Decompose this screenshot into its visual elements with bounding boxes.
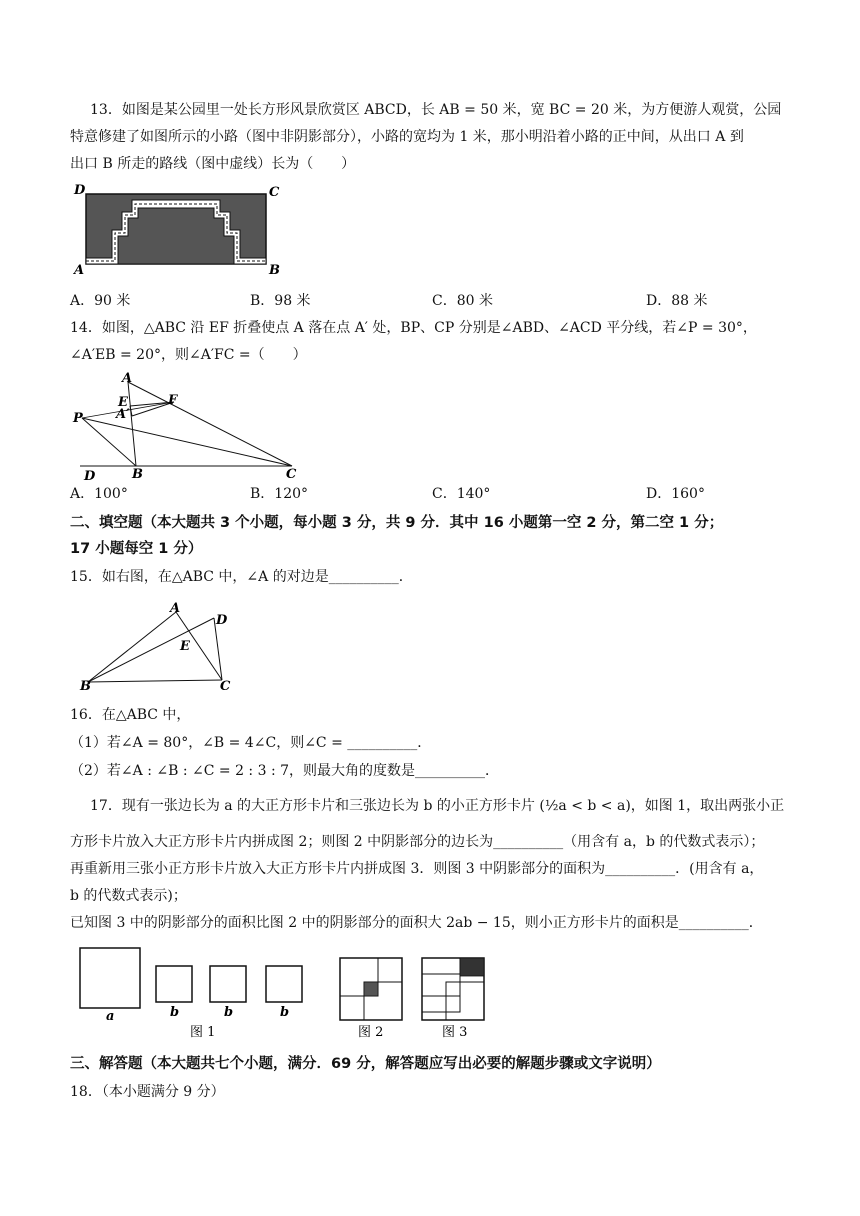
q15-text: 15．如右图，在△ABC 中，∠A 的对边是__________． [70,569,413,585]
q14-option-a[interactable]: A．100° [70,486,128,502]
fig3-shaded-area [460,958,484,976]
fig14-label-a: A [122,371,133,386]
small-square-card-3 [266,966,302,1002]
q15-figure [76,600,240,692]
q13-option-a[interactable]: A．90 米 [70,293,131,309]
fig2-shaded-overlap [364,982,378,996]
fig13-label-d: D [74,183,86,198]
q16-part2: （2）若∠A : ∠B : ∠C = 2 : 3 : 7，则最大角的度数是__________． [70,763,500,779]
q13-option-b[interactable]: B．98 米 [250,293,311,309]
q13-figure [70,182,280,282]
fig17-label-b3: b [280,1005,290,1020]
q14-option-b[interactable]: B．120° [250,486,309,502]
fig17-label-b1: b [170,1005,180,1020]
q17-line3: 再重新用三张小正方形卡片放入大正方形卡片内拼成图 3．则图 3 中阴影部分的面积为__________．(用含有 a， [70,861,764,877]
q13-option-c[interactable]: C．80 米 [432,293,493,309]
section2-heading-line1: 二、填空题（本大题共 3 个小题，每小题 3 分，共 9 分．其中 16 小题第一空 2 分，第二空 1 分； [70,515,724,531]
q17-line1: 17．现有一张边长为 a 的大正方形卡片和三张边长为 b 的小正方形卡片 (½a < b < a)，如图 1，取出两张小正 [90,798,785,814]
fig15-label-c: C [220,679,231,694]
fig17-caption-1: 图 1 [190,1025,216,1040]
fig14-label-a-prime: A′ [116,407,130,422]
fig15-label-d: D [216,613,228,628]
q17-line4: b 的代数式表示)； [70,888,187,904]
q14-option-d[interactable]: D．160° [646,486,705,502]
fig14-label-e: E [118,395,128,410]
fig17-label-a: a [106,1009,115,1024]
q13-line3: 出口 B 所走的路线（图中虚线）长为（ ） [70,156,356,172]
segment-bc [88,680,222,682]
small-square-card-2 [210,966,246,1002]
q13-line2: 特意修建了如图所示的小路（图中非阴影部分），小路的宽均为 1 米，那小明沿着小路的正中间，从出口 A 到 [70,129,744,145]
segment-bd [88,618,214,682]
q17-figure [70,944,500,1040]
fig15-label-e: E [180,639,190,654]
segment-ab [128,382,136,466]
fig14-label-b: B [132,467,143,482]
fig13-label-a: A [74,263,85,278]
fig14-label-f: F [168,393,178,408]
q17-line5: 已知图 3 中的阴影部分的面积比图 2 中的阴影部分的面积大 2ab − 15，则小正方形卡片的面积是__________． [70,915,763,931]
fig14-label-d: D [84,469,96,484]
section2-heading-line2: 17 小题每空 1 分） [70,541,203,557]
q14-line2: ∠A′EB = 20°，则∠A′FC =（ ） [70,347,307,363]
fig15-label-a: A [170,601,181,616]
q18-text: 18．（本小题满分 9 分） [70,1084,225,1100]
fig13-label-c: C [269,185,280,200]
q13-line1: 13．如图是某公园里一处长方形风景欣赏区 ABCD，长 AB = 50 米，宽 BC = 20 米，为方便游人观赏，公园 [90,102,782,118]
small-square-card-1 [156,966,192,1002]
q16-stem: 16．在△ABC 中， [70,707,191,723]
big-square-card [80,948,140,1008]
q14-figure [70,371,310,484]
fig14-label-c: C [286,467,297,482]
q14-option-c[interactable]: C．140° [432,486,491,502]
fig14-label-p: P [73,411,83,426]
fig13-label-b: B [269,263,280,278]
q14-line1: 14．如图，△ABC 沿 EF 折叠使点 A 落在点 A′ 处，BP、CP 分别是∠ABD、∠ACD 平分线，若∠P = 30°， [70,320,757,336]
section3-heading: 三、解答题（本大题共七个小题，满分．69 分，解答题应写出必要的解题步骤或文字说明） [70,1056,661,1072]
segment-ac [128,382,292,466]
q16-part1: （1）若∠A = 80°，∠B = 4∠C，则∠C = __________． [70,735,432,751]
segment-pc [82,418,292,466]
fig15-label-b: B [80,679,91,694]
q13-option-d[interactable]: D．88 米 [646,293,708,309]
segment-ba [88,612,176,682]
segment-pb [82,418,136,466]
fig17-caption-3: 图 3 [442,1025,468,1040]
fig17-label-b2: b [224,1005,234,1020]
fig17-caption-2: 图 2 [358,1025,384,1040]
q17-line2: 方形卡片放入大正方形卡片内拼成图 2；则图 2 中阴影部分的边长为__________（用含有 a，b 的代数式表示）； [70,834,765,850]
